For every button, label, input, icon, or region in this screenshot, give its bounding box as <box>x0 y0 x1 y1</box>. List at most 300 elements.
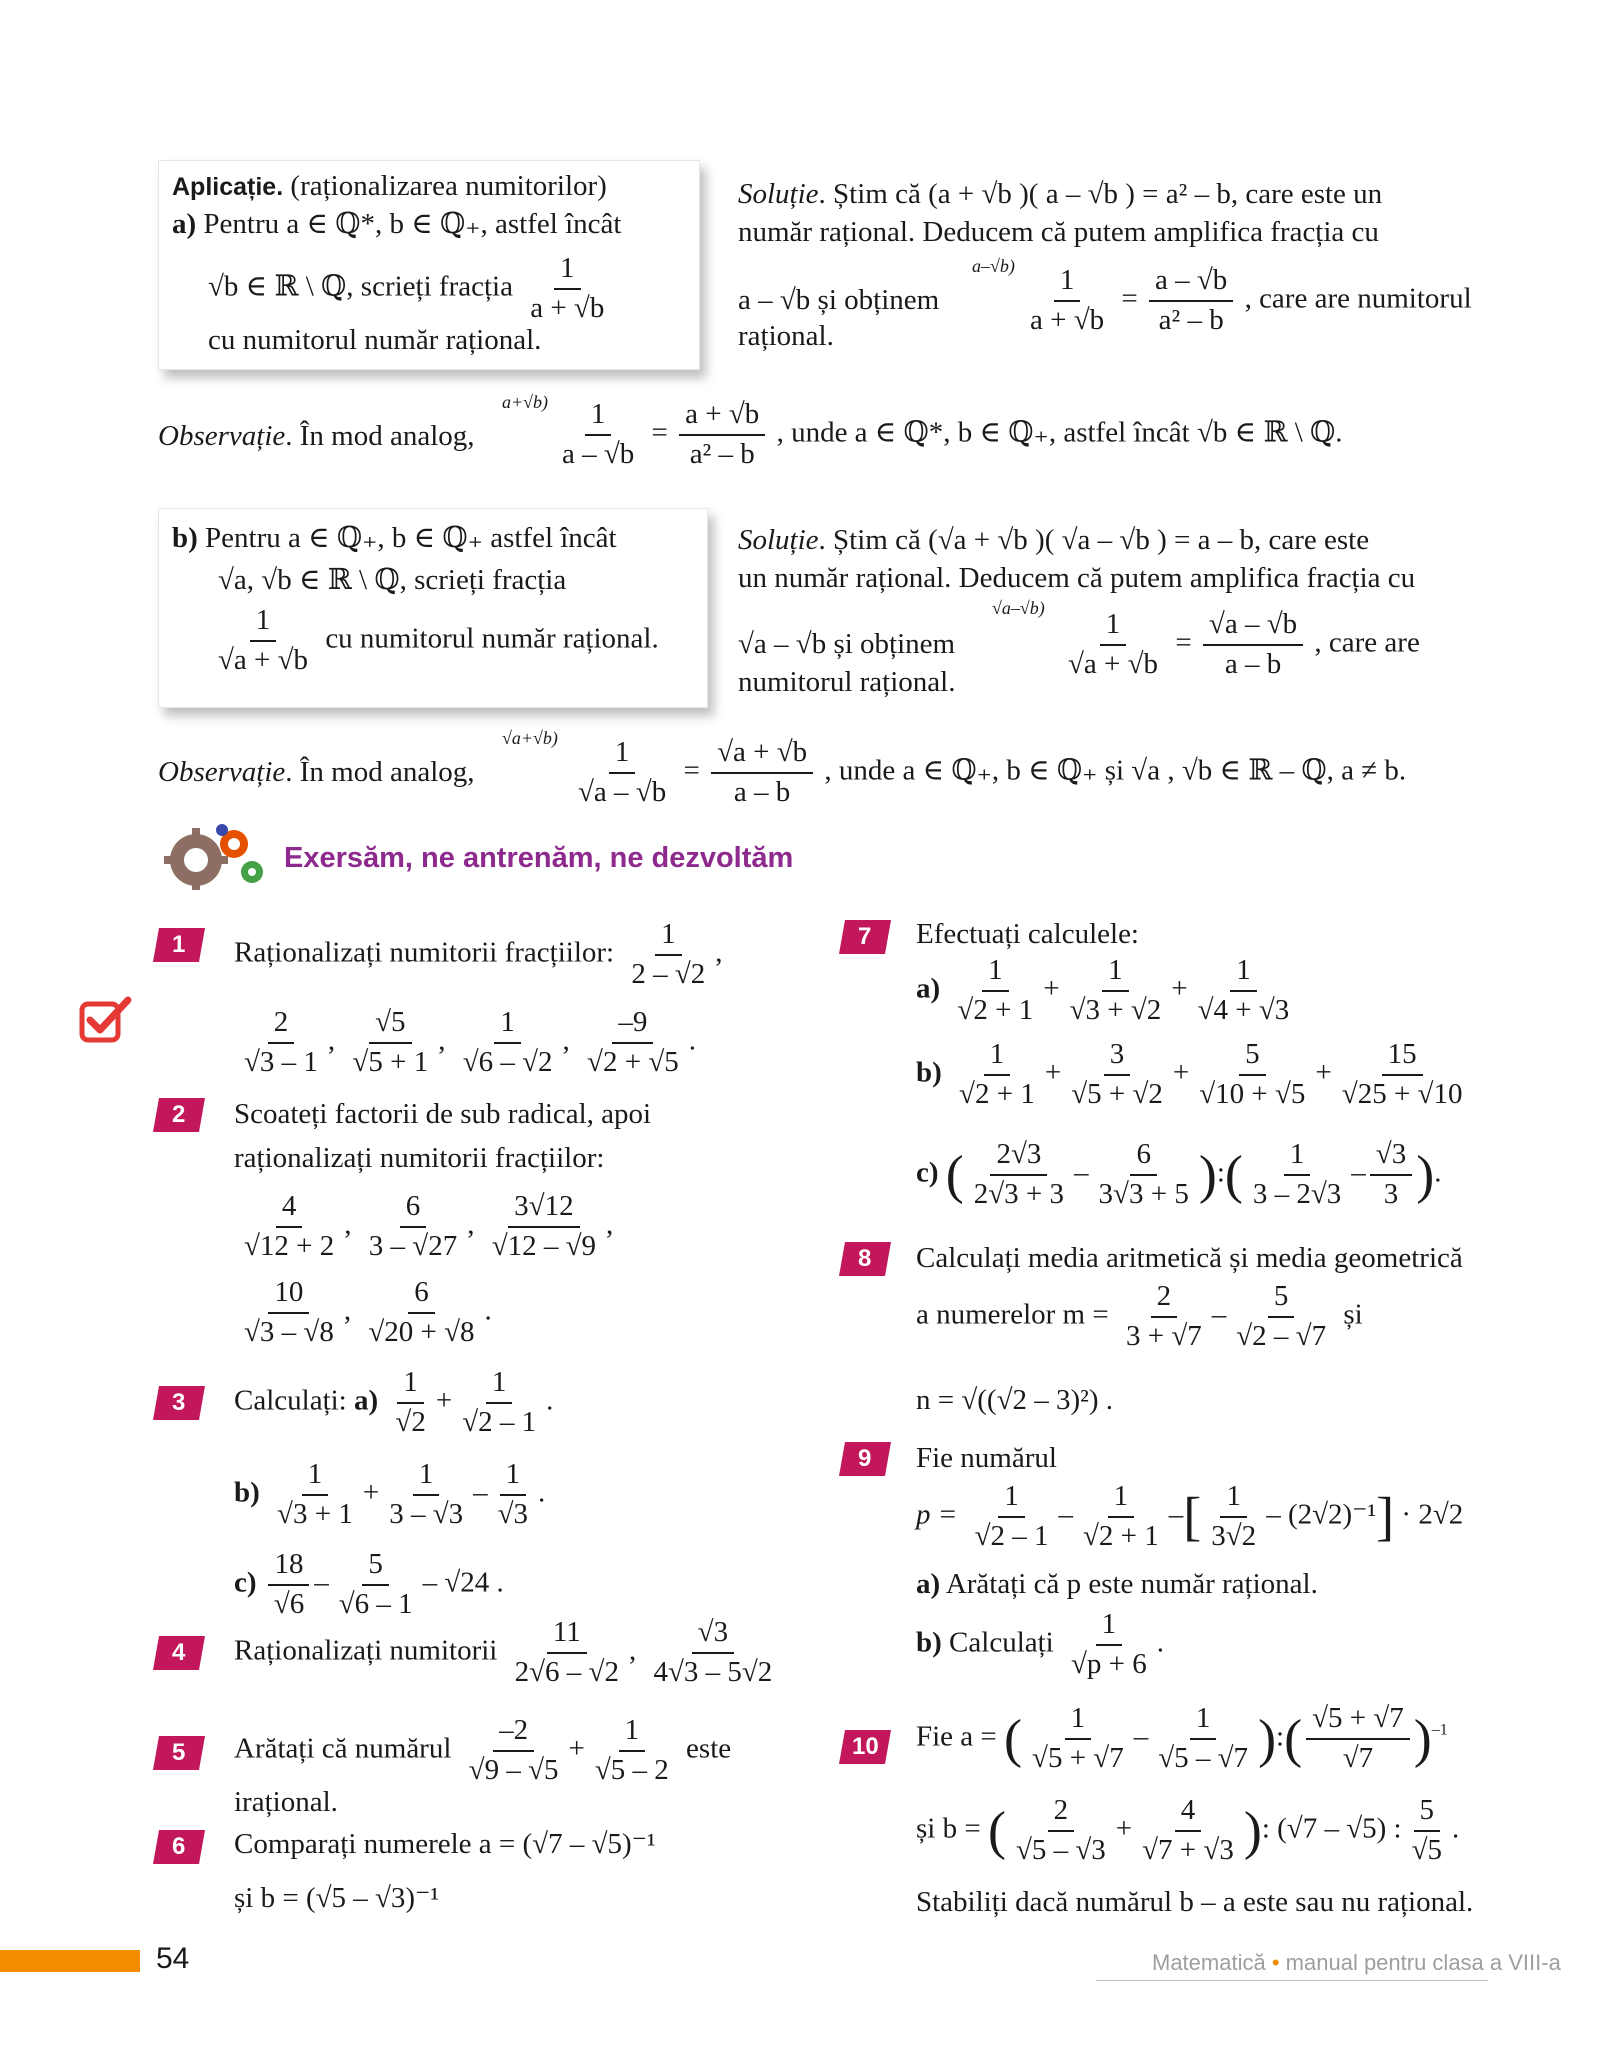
exercise-2-fractions-row1: $\frac{4}{√12 + 2}$ , $\frac{6}{3 - √27}$ , $\frac{3√12}{√12 - √9}$ , <box>234 1188 613 1265</box>
exercise-text: Raționalizați numitorii fracțiilor: <box>234 936 615 969</box>
fraction <box>589 1712 675 1789</box>
fraction <box>492 1456 534 1533</box>
fraction <box>1136 1792 1240 1869</box>
exercise-2-text2: raționalizați numitorii fracțiilor: <box>234 1142 605 1174</box>
amplification-mark: a–√b) <box>972 256 1015 276</box>
denominator: 3 <box>1383 1177 1399 1210</box>
right-paren: ) <box>1198 1144 1217 1205</box>
fraction <box>271 1456 359 1533</box>
exercise-number-badge: 6 <box>153 1830 205 1864</box>
denominator: √p + 6 <box>1070 1647 1147 1680</box>
numerator: 1 <box>585 396 612 436</box>
fraction <box>486 1188 602 1265</box>
application-b-text3: cu numitorul număr rațional. <box>325 622 659 655</box>
numerator: –9 <box>612 1004 653 1044</box>
fraction <box>968 1136 1070 1213</box>
right-paren: ) <box>1243 1800 1262 1861</box>
exercise-number-badge: 4 <box>153 1636 205 1670</box>
section-title: Exersăm, ne antrenăm, ne dezvoltăm <box>284 842 794 874</box>
solution-b-line2 <box>738 560 1415 598</box>
application-heading-bold: Aplicație. <box>172 173 284 201</box>
observation-b-tail: , unde a ∈ ℚ₊, b ∈ ℚ₊ și √a , √b ∈ ℝ – ℚ, a ≠ b. <box>824 754 1407 787</box>
denominator: 2 – √2 <box>631 957 706 990</box>
solution-a-equation <box>1020 262 1472 339</box>
fraction <box>238 1274 340 1351</box>
numerator: 1 <box>998 1478 1025 1518</box>
fraction <box>581 1004 685 1081</box>
footer-subject: Matematică <box>1152 1950 1266 1975</box>
fraction <box>556 396 640 473</box>
exercise-2-fractions-row2: $\frac{10}{√3 - √8}$ , $\frac{6}{√20 + √8}$ . <box>234 1274 492 1351</box>
denominator: √a – √b <box>578 775 667 808</box>
numerator: 6 <box>400 1188 427 1228</box>
fraction <box>1077 1478 1165 1555</box>
item-label: a) <box>354 1384 379 1417</box>
fraction <box>1193 1036 1311 1113</box>
item-label: a) <box>916 1568 941 1600</box>
observation-label: Observație <box>158 420 286 452</box>
exercise-number-badge: 1 <box>153 928 205 962</box>
fraction <box>1064 952 1168 1029</box>
fraction <box>238 1188 340 1265</box>
exercise-9-multiplier: · 2√2 <box>1401 1498 1464 1531</box>
fraction <box>625 916 711 993</box>
exercise-text: și b = <box>916 1812 981 1845</box>
numerator: 4 <box>1175 1792 1202 1832</box>
denominator: √2 + 1 <box>1083 1519 1159 1552</box>
fraction <box>1152 1700 1254 1777</box>
exercise-5-tail: este <box>686 1732 732 1765</box>
exercise-9-a <box>916 1566 1318 1604</box>
numerator: 5 <box>362 1546 389 1586</box>
exercise-3-a: Calculați: a) $\frac{1}{√2}$ + $\frac{1}{√2 - 1}$ . <box>234 1364 553 1441</box>
item-label: a) <box>916 972 941 1005</box>
right-paren: ) <box>1258 1708 1277 1769</box>
exercise-8-m: a numerelor m = $\frac{2}{3 + √7}$ – $\frac{5}{√2 - √7}$ și <box>916 1278 1363 1355</box>
exercise-text: a numerelor m = <box>916 1298 1109 1331</box>
numerator: 4 <box>276 1188 303 1228</box>
amplification-mark: a+√b) <box>502 392 549 412</box>
footer-bullet: • <box>1271 1950 1280 1975</box>
fraction <box>1205 1478 1262 1555</box>
fraction <box>509 1614 625 1691</box>
application-b-line1 <box>172 520 617 558</box>
exercise-10-a: Fie a = ( $\frac{1}{√5 + √7}$ – $\frac{1}{√5 - √7}$ ):( $\frac{√5 + √7}{√7}$ )$^{-1}$ <box>916 1700 1448 1777</box>
equals-sign: = <box>1175 626 1192 659</box>
fraction <box>1336 1036 1469 1113</box>
footer-rest: manual pentru clasa a VIII-a <box>1285 1950 1561 1975</box>
application-b-text1: Pentru a ∈ ℚ₊, b ∈ ℚ₊ astfel încât <box>205 522 617 554</box>
denominator: √2 + 1 <box>959 1077 1035 1110</box>
observation-b-equation <box>568 734 1406 811</box>
denominator: √5 – 2 <box>594 1753 669 1786</box>
fraction <box>1149 262 1233 339</box>
application-a-line3 <box>208 322 541 360</box>
denominator: a + √b <box>530 291 605 324</box>
denominator: √2 + √5 <box>587 1045 679 1078</box>
numerator: √a – √b <box>1203 606 1303 646</box>
solution-a-line2 <box>738 214 1379 252</box>
denominator: √5 – √7 <box>1158 1741 1249 1774</box>
exercise-1-text: Raționalizați numitorii fracțiilor: $\frac{1}{2 - √2}$ , <box>234 916 723 993</box>
numerator: 1 <box>250 602 277 642</box>
numerator: 1 <box>1230 952 1257 992</box>
fraction <box>212 602 314 679</box>
denominator: √3 + √2 <box>1069 993 1162 1026</box>
fraction <box>333 1546 419 1623</box>
amplification-mark: √a+√b) <box>502 728 558 748</box>
fraction <box>953 1036 1041 1113</box>
denominator: √3 – √8 <box>244 1315 334 1348</box>
solution-b-line4 <box>738 664 955 702</box>
application-b-line2 <box>218 562 566 600</box>
solution-label: Soluție <box>738 524 819 556</box>
exercise-9-b-text: Calculați <box>949 1626 1054 1659</box>
item-label: b) <box>234 1476 260 1509</box>
solution-label: Soluție <box>738 178 819 210</box>
fraction <box>1247 1136 1347 1213</box>
exercise-9-p: p = $\frac{1}{√2 - 1}$ – $\frac{1}{√2 + 1}$ –[ $\frac{1}{3√2}$ – (2√2)⁻¹] · 2√2 <box>916 1478 1463 1555</box>
denominator: √5 – √3 <box>1015 1833 1106 1866</box>
solution-a-line1 <box>738 176 1382 214</box>
fraction <box>1230 1278 1332 1355</box>
footer-divider <box>1096 1980 1488 1981</box>
numerator: 1 <box>397 1364 424 1404</box>
fraction <box>647 1614 778 1691</box>
exercise-text: Raționalizați numitorii <box>234 1634 498 1667</box>
solution-a-line3 <box>738 282 939 320</box>
gears-icon <box>158 820 268 892</box>
numerator: 5 <box>1239 1036 1266 1076</box>
solution-a-line4 <box>738 318 834 356</box>
exercise-number-badge: 5 <box>153 1736 205 1770</box>
exercise-text: Calculați: <box>234 1384 347 1417</box>
denominator: √25 + √10 <box>1341 1077 1463 1110</box>
numerator: 1 <box>1102 952 1129 992</box>
exercise-8-and: și <box>1343 1298 1363 1331</box>
observation-label: Observație <box>158 756 286 788</box>
left-bracket: [ <box>1183 1486 1202 1547</box>
numerator: 1 <box>609 734 636 774</box>
item-label: c) <box>234 1566 257 1599</box>
numerator: 1 <box>655 916 682 956</box>
exercise-5-line2: irațional. <box>234 1786 338 1818</box>
left-paren: ( <box>945 1144 964 1205</box>
item-label: b) <box>916 1626 942 1659</box>
right-bracket: ] <box>1376 1486 1395 1547</box>
denominator: √3 <box>497 1497 529 1530</box>
numerator: √3 <box>692 1614 734 1654</box>
exercise-2-text1: Scoateți factorii de sub radical, apoi <box>234 1098 652 1130</box>
solution-b-line3 <box>738 626 955 664</box>
numerator: 5 <box>1268 1278 1295 1318</box>
numerator: 1 <box>486 1364 513 1404</box>
fraction <box>1370 1136 1412 1213</box>
p-label: p = <box>916 1498 958 1531</box>
solution-b-tail: , care are <box>1314 626 1420 659</box>
exercise-5: Arătați că numărul $\frac{-2}{√9 - √5}$ + $\frac{1}{√5 - 2}$ este <box>234 1712 731 1789</box>
left-paren: ( <box>1224 1144 1243 1205</box>
exercise-7-a: a) $\frac{1}{√2 + 1}$ + $\frac{1}{√3 + √2}$ + $\frac{1}{√4 + √3}$ <box>916 952 1299 1029</box>
exercise-10-b-mid: : (√7 – √5) : <box>1261 1812 1402 1845</box>
fraction <box>1093 1136 1195 1213</box>
denominator: 2√3 + 3 <box>973 1177 1065 1210</box>
denominator: √5 + 1 <box>352 1045 429 1078</box>
left-paren: ( <box>987 1800 1006 1861</box>
denominator: √12 + 2 <box>244 1229 335 1262</box>
exercise-7-c: c) ( $\frac{2√3}{2√3 + 3}$ – $\frac{6}{3√3 + 5}$ ):( $\frac{1}{3 - 2√3}$ – $\frac{√3}{3}$ ). <box>916 1136 1441 1213</box>
denominator: √6 <box>273 1587 305 1620</box>
numerator: 6 <box>1130 1136 1157 1176</box>
fraction <box>524 250 610 327</box>
numerator: 1 <box>1220 1478 1247 1518</box>
numerator: 3√12 <box>508 1188 579 1228</box>
numerator: a – √b <box>1149 262 1233 302</box>
numerator: √a + √b <box>711 734 813 774</box>
denominator: √7 + √3 <box>1142 1833 1234 1866</box>
fraction <box>1024 262 1110 339</box>
numerator: 2 <box>1151 1278 1178 1318</box>
exercise-9-b: b) Calculați $\frac{1}{√p + 6}$ . <box>916 1606 1164 1683</box>
exercise-9-a-text: Arătați că p este număr rațional. <box>945 1568 1318 1600</box>
application-a-text3: cu numitorul număr rațional. <box>208 324 542 356</box>
equals-sign: = <box>651 416 668 449</box>
exercise-4: Raționalizați numitorii $\frac{11}{2√6 - √2}$ , $\frac{√3}{4√3 - 5√2}$ <box>234 1614 782 1691</box>
observation-b-label <box>158 754 475 792</box>
exercise-8-n: n = √((√2 – 3)²) . <box>916 1384 1114 1416</box>
solution-a-text2: număr rațional. Deducem că putem amplifica fracția cu <box>738 216 1379 248</box>
denominator: 3 – √27 <box>368 1229 458 1262</box>
footer-orange-bar <box>0 1950 140 1972</box>
footer-text <box>1152 1950 1561 1976</box>
numerator: 1 <box>982 952 1009 992</box>
fraction <box>1010 1792 1112 1869</box>
numerator: 1 <box>554 250 581 290</box>
solution-b-text1: . Știm că (√a + √b )( √a – √b ) = a – b, care este <box>818 524 1370 556</box>
denominator: √9 – √5 <box>468 1753 559 1786</box>
observation-a-tail: , unde a ∈ ℚ*, b ∈ ℚ₊, astfel încât √b ∈ ℝ \ ℚ. <box>776 416 1343 449</box>
denominator: a – b <box>733 775 791 808</box>
denominator: 3 – √3 <box>389 1497 464 1530</box>
fraction <box>362 1274 480 1351</box>
denominator: 2√6 – √2 <box>514 1655 619 1688</box>
denominator: 3 + √7 <box>1125 1319 1202 1352</box>
numerator: 1 <box>1284 1136 1311 1176</box>
exercise-6-line2: și b = (√5 – √3)⁻¹ <box>234 1882 440 1914</box>
numerator: 1 <box>1054 262 1081 302</box>
exercise-text: Fie a = <box>916 1720 997 1753</box>
numerator: 1 <box>302 1456 329 1496</box>
denominator: a + √b <box>1030 303 1105 336</box>
fraction <box>389 1364 431 1441</box>
fraction <box>1203 606 1303 683</box>
denominator: 3√3 + 5 <box>1098 1177 1189 1210</box>
observation-a-label <box>158 418 475 456</box>
denominator: √2 – √7 <box>1236 1319 1327 1352</box>
exercise-6-line1: Comparați numerele a = (√7 – √5)⁻¹ <box>234 1828 656 1860</box>
right-paren: ) <box>1416 1144 1435 1205</box>
right-paren: ) <box>1413 1708 1432 1769</box>
numerator: 1 <box>1100 606 1127 646</box>
denominator: √a + √b <box>1068 647 1159 680</box>
exercise-number-badge: 8 <box>839 1242 891 1276</box>
application-b-line3 <box>208 602 659 679</box>
fraction <box>1062 606 1164 683</box>
exercise-text: Arătați că numărul <box>234 1732 452 1765</box>
denominator: a² – b <box>1158 303 1224 336</box>
fraction <box>969 1478 1055 1555</box>
item-label: b) <box>916 1056 942 1089</box>
denominator: √2 <box>395 1405 426 1438</box>
fraction <box>711 734 813 811</box>
fraction <box>238 1004 324 1081</box>
application-a-line1 <box>172 206 621 244</box>
fraction <box>1120 1278 1208 1355</box>
fraction <box>346 1004 434 1081</box>
application-b-text2: √a, √b ∈ ℝ \ ℚ, scrieți fracția <box>218 564 567 596</box>
fraction <box>1306 1700 1410 1777</box>
denominator: 4√3 – 5√2 <box>653 1655 773 1688</box>
fraction <box>1026 1700 1130 1777</box>
denominator: √12 – √9 <box>491 1229 597 1262</box>
fraction <box>268 1546 310 1623</box>
denominator: √a + √b <box>218 643 309 676</box>
fraction <box>363 1188 463 1265</box>
denominator: √2 + 1 <box>957 993 1034 1026</box>
page-number: 54 <box>156 1942 190 1975</box>
numerator: 1 <box>984 1036 1011 1076</box>
numerator: 2√3 <box>990 1136 1047 1176</box>
numerator: 2 <box>1048 1792 1075 1832</box>
exercise-8-text: Calculați media aritmetică și media geometrică <box>916 1242 1463 1274</box>
observation-text: . În mod analog, <box>285 420 475 452</box>
item-label: a) <box>172 208 197 240</box>
exercise-3-b: b) $\frac{1}{√3 + 1}$ + $\frac{1}{3 - √3}$ – $\frac{1}{√3}$ . <box>234 1456 545 1533</box>
exercise-number-badge: 10 <box>839 1730 891 1764</box>
exercise-10-last: Stabiliți dacă numărul b – a este sau nu rațional. <box>916 1886 1474 1918</box>
numerator: 1 <box>1065 1700 1092 1740</box>
solution-a-text3: a – √b și obținem <box>738 284 940 316</box>
fraction <box>1192 952 1296 1029</box>
denominator: √3 + 1 <box>277 1497 353 1530</box>
numerator: 5 <box>1414 1792 1441 1832</box>
numerator: 18 <box>268 1546 309 1586</box>
amplification-mark: √a–√b) <box>992 598 1045 618</box>
exercise-number-badge: 2 <box>153 1098 205 1132</box>
numerator: 6 <box>408 1274 435 1314</box>
denominator: √3 – 1 <box>244 1045 318 1078</box>
denominator: √5 + √2 <box>1071 1077 1163 1110</box>
equals-sign: = <box>683 754 700 787</box>
solution-a-tail: , care are numitorul <box>1244 282 1472 315</box>
exercise-number-badge: 9 <box>839 1442 891 1476</box>
numerator: 1 <box>1108 1478 1135 1518</box>
exercise-3-c: c) $\frac{18}{√6}$ – $\frac{5}{√6 - 1}$ – √24 . <box>234 1546 504 1623</box>
solution-b-text4: numitorul rațional. <box>738 666 956 698</box>
solution-a-text1: . Știm că (a + √b )( a – √b ) = a² – b, care este un <box>818 178 1383 210</box>
fraction <box>1065 1036 1169 1113</box>
denominator: √6 – 1 <box>338 1587 413 1620</box>
fraction <box>572 734 672 811</box>
exercise-3-c-tail: – √24 . <box>422 1566 504 1599</box>
application-a-heading <box>172 168 607 206</box>
checkmark-icon <box>78 996 134 1044</box>
denominator: 3 – 2√3 <box>1252 1177 1342 1210</box>
solution-b-text3: √a – √b și obținem <box>738 628 956 660</box>
numerator: 10 <box>268 1274 309 1314</box>
exercise-number-badge: 7 <box>839 920 891 954</box>
numerator: 1 <box>413 1456 440 1496</box>
fraction <box>1406 1792 1448 1869</box>
denominator: √5 <box>1411 1833 1442 1866</box>
application-a-text2: √b ∈ ℝ \ ℚ, scrieți fracția <box>208 270 513 303</box>
denominator: √4 + √3 <box>1197 993 1290 1026</box>
observation-text: . În mod analog, <box>285 756 475 788</box>
exercise-7-b: b) $\frac{1}{√2 + 1}$ + $\frac{3}{√5 + √2}$ + $\frac{5}{√10 + √5}$ + $\frac{15}{√25 + √10}$ <box>916 1036 1472 1113</box>
numerator: a + √b <box>679 396 765 436</box>
numerator: 1 <box>619 1712 646 1752</box>
numerator: √5 <box>369 1004 411 1044</box>
denominator: √2 – 1 <box>462 1405 537 1438</box>
application-a-text1: Pentru a ∈ ℚ*, b ∈ ℚ₊, astfel încât <box>203 208 622 240</box>
denominator: √5 + √7 <box>1032 1741 1124 1774</box>
numerator: 3 <box>1104 1036 1131 1076</box>
denominator: √20 + √8 <box>368 1315 475 1348</box>
denominator: √2 – 1 <box>974 1519 1049 1552</box>
exercise-10-b: și b = ( $\frac{2}{√5 - √3}$ + $\frac{4}{√7 + √3}$ ): (√7 – √5) : $\frac{5}{√5}$ . <box>916 1792 1459 1869</box>
numerator: 1 <box>1096 1606 1123 1646</box>
application-a-line2 <box>208 250 614 327</box>
denominator: a – √b <box>562 437 635 470</box>
numerator: 11 <box>547 1614 587 1654</box>
bracket-tail: – (2√2)⁻¹ <box>1266 1498 1377 1531</box>
left-paren: ( <box>1284 1708 1303 1769</box>
denominator: a² – b <box>689 437 755 470</box>
fraction <box>679 396 765 473</box>
denominator: a – b <box>1224 647 1282 680</box>
numerator: 15 <box>1382 1036 1423 1076</box>
numerator: 1 <box>500 1456 527 1496</box>
equals-sign: = <box>1121 282 1138 315</box>
solution-b-text2: un număr rațional. Deducem că putem amplifica fracția cu <box>738 562 1416 594</box>
observation-a-equation <box>552 396 1343 473</box>
numerator: √5 + √7 <box>1306 1700 1410 1740</box>
denominator: 3√2 <box>1211 1519 1257 1552</box>
numerator: 2 <box>268 1004 295 1044</box>
numerator: 1 <box>1190 1700 1217 1740</box>
fraction <box>1065 1606 1153 1683</box>
numerator: –2 <box>493 1712 534 1752</box>
exercise-7-text: Efectuați calculele: <box>916 918 1139 950</box>
exercise-number-badge: 3 <box>153 1386 205 1420</box>
denominator: √10 + √5 <box>1199 1077 1306 1110</box>
exponent: –1 <box>1431 1721 1448 1739</box>
exercise-9-text: Fie numărul <box>916 1442 1057 1474</box>
left-paren: ( <box>1004 1708 1023 1769</box>
denominator: √6 – √2 <box>462 1045 553 1078</box>
solution-b-line1 <box>738 522 1369 560</box>
fraction <box>383 1456 469 1533</box>
fraction <box>456 1364 542 1441</box>
solution-b-equation <box>1058 606 1420 683</box>
item-label: c) <box>916 1156 939 1189</box>
numerator: √3 <box>1370 1136 1412 1176</box>
fraction <box>951 952 1039 1029</box>
exercise-1-fractions: $\frac{2}{√3 - 1}$ , $\frac{√5}{√5 + 1}$ , $\frac{1}{√6 - √2}$ , $\frac{-9}{√2 + √5}$ . <box>234 1004 696 1081</box>
application-heading-rest: (raționalizarea numitorilor) <box>290 170 607 202</box>
fraction <box>457 1004 559 1081</box>
fraction <box>463 1712 565 1789</box>
